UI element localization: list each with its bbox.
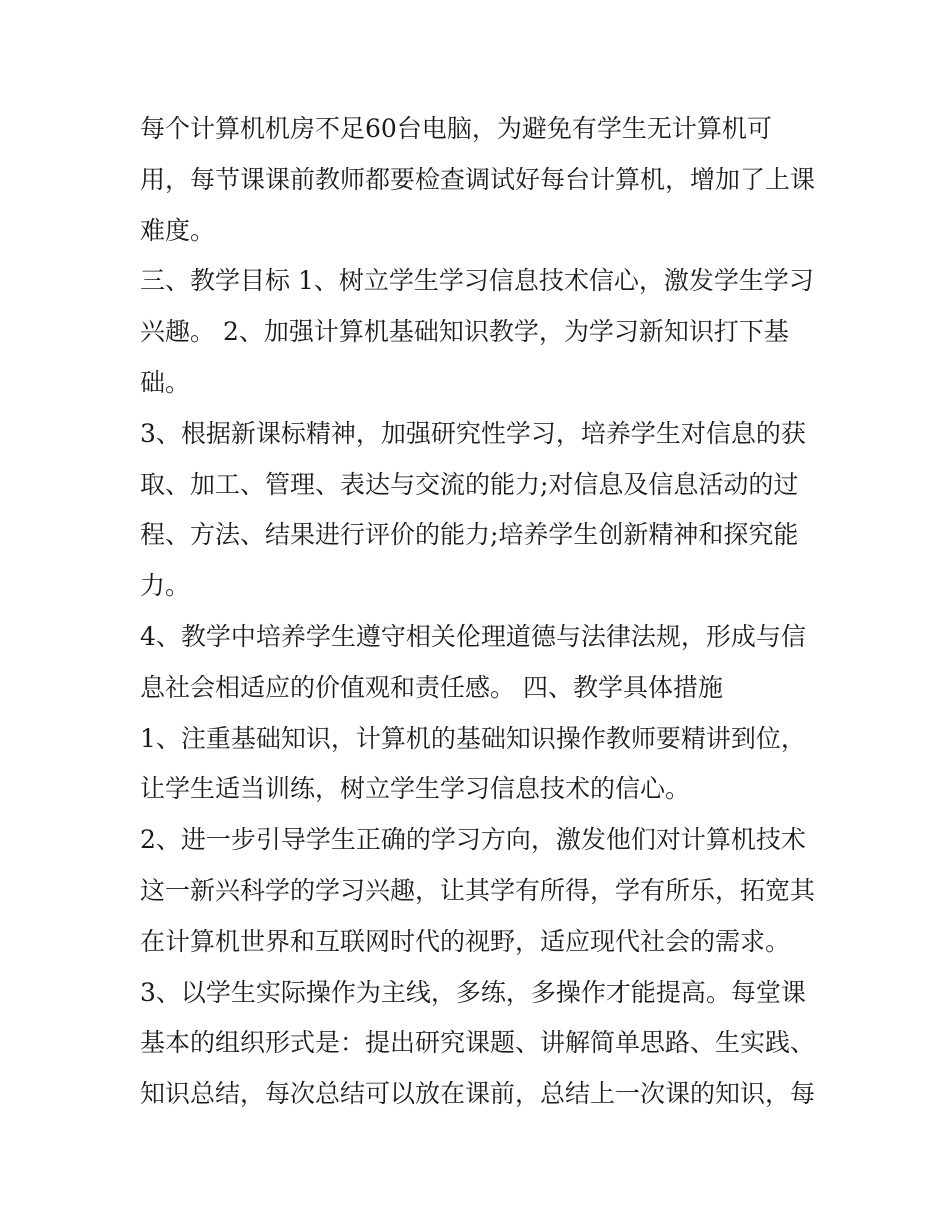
document-body: [140, 104, 830, 1120]
text-line-18: 3、以学生实际操作为主线，多练，多操作才能提高。每堂课: [140, 977, 806, 1007]
text-line-8: 取、加工、管理、表达与交流的能力;对信息及信息活动的过: [140, 469, 799, 499]
text-line-15: 2、进一步引导学生正确的学习方向，激发他们对计算机技术: [140, 825, 806, 855]
text-line-5: 兴趣。 2、加强计算机基础知识教学，为学习新知识打下基: [140, 317, 789, 347]
text-line-13: 1、注重基础知识，计算机的基础知识操作教师要精讲到位，: [140, 723, 806, 753]
text-line-17: 在计算机世界和互联网时代的视野，适应现代社会的需求。: [140, 926, 791, 956]
text-line-12: 息社会相适应的价值观和责任感。 四、教学具体措施: [140, 672, 723, 702]
text-line-4: 三、教学目标 1、树立学生学习信息技术信心，激发学生学习: [140, 266, 814, 296]
text-line-3: 难度。: [140, 215, 216, 245]
text-line-19: 基本的组织形式是：提出研究课题、讲解简单思路、生实践、: [140, 1028, 816, 1058]
text-line-9: 程、方法、结果进行评价的能力;培养学生创新精神和探究能: [140, 520, 799, 550]
text-line-1: 每个计算机机房不足60台电脑，为避免有学生无计算机可: [140, 114, 772, 143]
text-line-7: 3、根据新课标精神，加强研究性学习，培养学生对信息的获: [140, 418, 806, 448]
text-line-14: 让学生适当训练，树立学生学习信息技术的信心。: [140, 774, 691, 804]
text-line-10: 力。: [140, 571, 191, 601]
text-line-16: 这一新兴科学的学习兴趣，让其学有所得，学有所乐，拓宽其: [140, 875, 816, 905]
text-line-6: 础。: [140, 367, 191, 397]
text-line-20: 知识总结，每次总结可以放在课前，总结上一次课的知识，每: [140, 1079, 816, 1109]
text-line-2: 用，每节课课前教师都要检查调试好每台计算机，增加了上课: [140, 164, 816, 194]
text-line-11: 4、教学中培养学生遵守相关伦理道德与法律法规，形成与信: [140, 621, 806, 651]
